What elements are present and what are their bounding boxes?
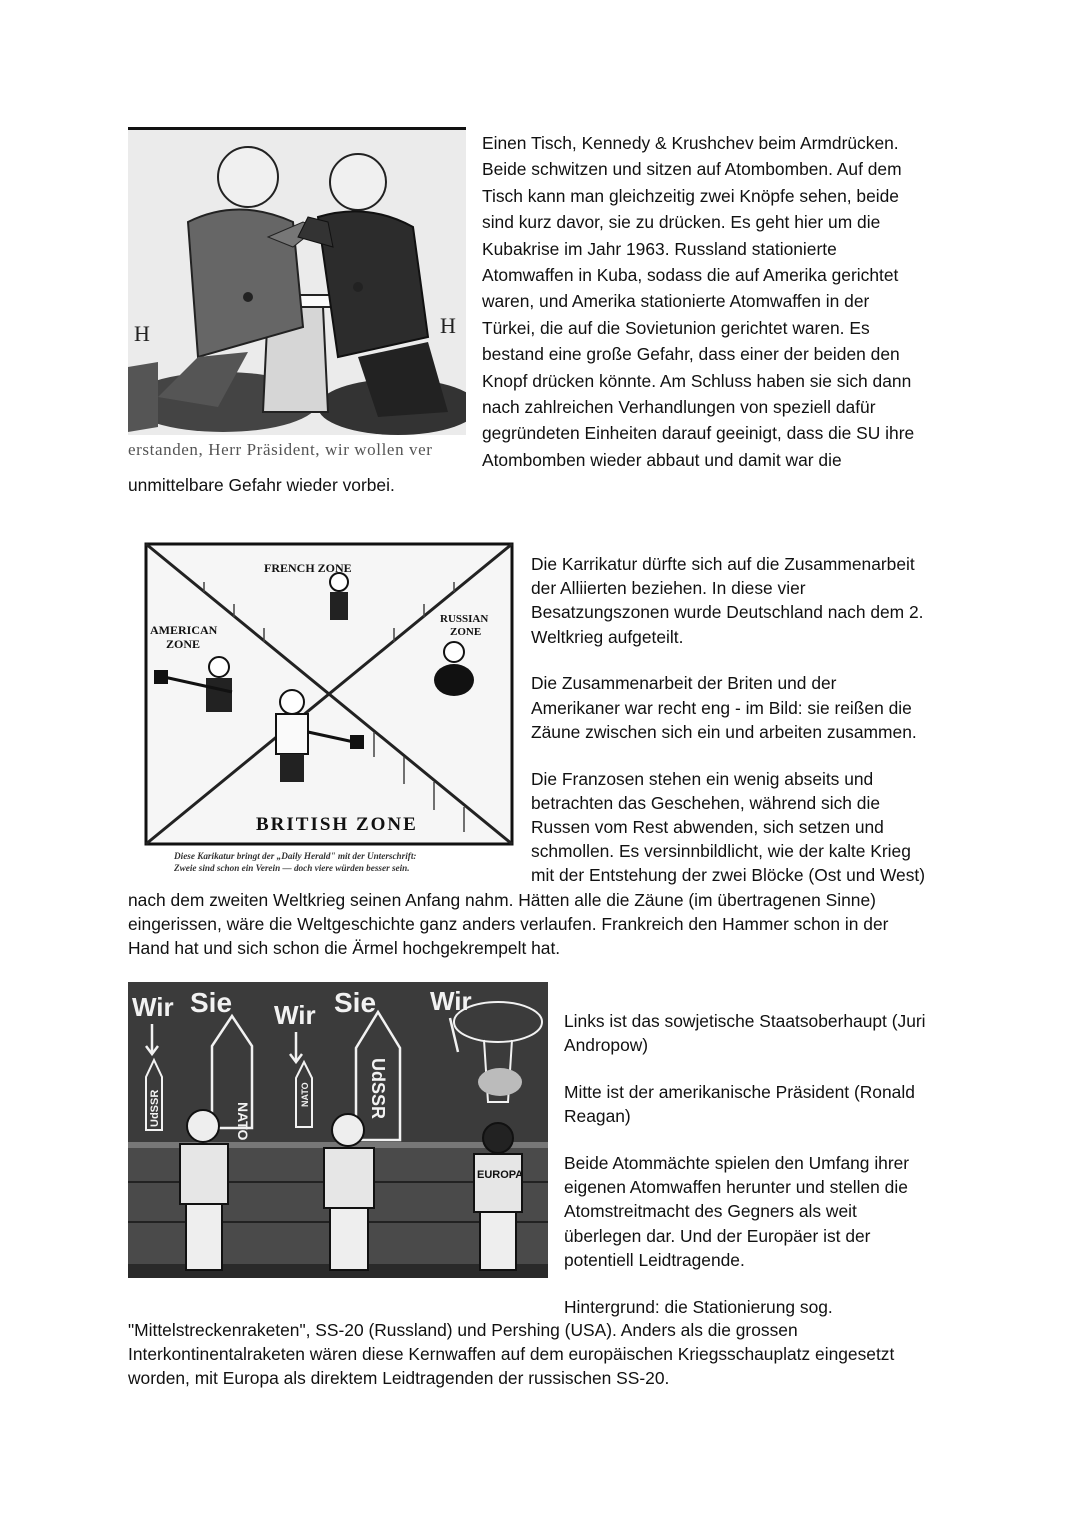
cuba-crisis-cartoon [128,127,466,467]
french-zone-label: FRENCH ZONE [264,561,352,575]
cartoon-caption-fragment: erstanden, Herr Präsident, wir wollen ver [128,440,433,459]
cartoon-caption [174,850,416,874]
text-line: bestand eine große Gefahr, dass einer der beiden den [482,344,900,365]
svg-text:H: H [134,321,150,346]
text-line: betrachten das Geschehen, während sich die [531,792,881,813]
russian-zone-label-2: ZONE [450,626,482,638]
text-line: der Alliierten beziehen. In diese vier [531,578,806,599]
text-line: Zäune zwischen sich ein und arbeiten zusammen. [531,721,917,742]
text-line: sind kurz davor, sie zu drücken. Es geht hier um die [482,212,881,233]
text-line: Hintergrund: die Stationierung sog. [564,1296,833,1317]
text-line: Die Franzosen stehen ein wenig abseits und [531,768,874,789]
text-line: Kubakrise im Jahr 1963. Russland stationierte [482,238,837,259]
text-line: gegründeten Einheiten darauf geeinigt, dass die SU ihre [482,423,915,444]
text-line: eingerissen, wäre die Weltgeschichte ganz anders verlaufen. Frankreich den Hammer schon in der [128,914,889,935]
wir-label-2: Wir [274,1000,316,1030]
section3-continuation [128,1318,894,1391]
text-line: waren, und Amerika stationierte Atomwaffen in der [482,291,870,312]
text-line: schmollen. Es versinnbildlicht, wie der kalte Krieg [531,841,911,862]
text-line: Reagan) [564,1106,631,1127]
american-zone-label: AMERICAN [150,623,218,637]
text-line: Atombomben wieder abbaut und damit war die [482,449,842,470]
nato-big-label: NATO [235,1102,251,1141]
text-line: Knopf drücken könnte. Am Schluss haben sie sich dann [482,370,912,391]
section1-text [482,130,914,473]
text-line: Hand hat und sich schon die Ärmel hochgekrempelt hat. [128,938,561,959]
text-line: Die Zusammenarbeit der Briten und der [531,673,837,694]
cuba-crisis-drawing [128,127,466,467]
text-line: Atomwaffen in Kuba, sodass die auf Amerika gerichtet [482,265,899,286]
allied-zones-cartoon [144,542,514,882]
caption-line: Diese Karikatur bringt der „Daily Herald" mit der Unterschrift: [174,851,417,861]
section1-continuation [128,472,395,498]
caption-line: Zweie sind schon ein Verein — doch viere würden besser sein. [174,863,410,873]
text-line: potentiell Leidtragende. [564,1249,745,1270]
text-line: Beide schwitzen und sitzen auf Atombomben. Auf dem [482,159,902,180]
svg-text:H: H [440,313,456,338]
text-line: nach zahlreichen Verhandlungen von speziell dafür [482,397,876,418]
text-line: Tisch kann man gleichzeitig zwei Knöpfe sehen, beide [482,185,899,206]
section3-text [564,1009,926,1319]
udssr-big-label: UdSSR [368,1058,388,1120]
missile-blackboard-cartoon [128,982,548,1278]
text-line: Weltkrieg aufgeteilt. [531,626,684,647]
russian-zone-label: RUSSIAN [440,613,489,625]
text-line: eigenen Atomwaffen herunter und stellen die [564,1177,908,1198]
text-line: Andropow) [564,1035,649,1056]
sie-label-1: Sie [190,987,233,1018]
text-line: mit der Entstehung der zwei Blöcke (Ost und West) [531,865,926,886]
section2-continuation [128,888,888,961]
text-line: worden, mit Europa als direktem Leidtragenden der russischen SS-20. [128,1368,670,1389]
american-zone-label-2: ZONE [166,637,201,651]
text-line: Türkei, die auf die Sovietunion gerichtet waren. Es [482,317,870,338]
sie-label-2: Sie [334,987,377,1018]
text-line: Links ist das sowjetische Staatsoberhaupt (Juri [564,1011,926,1031]
text-line: Einen Tisch, Kennedy & Krushchev beim Armdrücken. [482,133,899,153]
allied-zones-drawing [144,542,514,882]
section2-text [531,552,925,888]
text-line: Beide Atommächte spielen den Umfang ihrer [564,1153,910,1173]
wir-label-3: Wir [430,986,472,1016]
text-line: überlegen dar. Und der Europäer ist der [564,1225,871,1246]
text-line: Russen vom Rest abwenden, sich setzen und [531,817,884,838]
british-zone-label: BRITISH ZONE [256,814,418,835]
text-line: unmittelbare Gefahr wieder vorbei. [128,475,395,495]
text-line: Amerikaner war recht eng - im Bild: sie reißen die [531,697,912,718]
text-line: Mitte ist der amerikanische Präsident (Ronald [564,1082,915,1102]
text-line: Atomstreitmacht des Gegners als weit [564,1201,857,1222]
udssr-small-label: UdSSR [149,1089,161,1127]
nato-small-label: NATO [300,1082,310,1107]
text-line: Die Karrikatur dürfte sich auf die Zusammenarbeit [531,554,915,574]
text-line: Interkontinentalraketen wären diese Kernwaffen auf dem europäischen Kriegsschauplatz eingesetzt [128,1344,895,1365]
text-line: nach dem zweiten Weltkrieg seinen Anfang nahm. Hätten alle die Zäune (im übertragenen Sinne) [128,890,876,910]
text-line: Besatzungszonen wurde Deutschland nach dem 2. [531,602,924,623]
wir-label-1: Wir [132,992,174,1022]
text-line: "Mittelstreckenraketen", SS-20 (Russland) und Pershing (USA). Anders als die grossen [128,1320,798,1340]
europa-label: EUROPA [477,1169,524,1181]
missile-blackboard-drawing [128,982,548,1278]
